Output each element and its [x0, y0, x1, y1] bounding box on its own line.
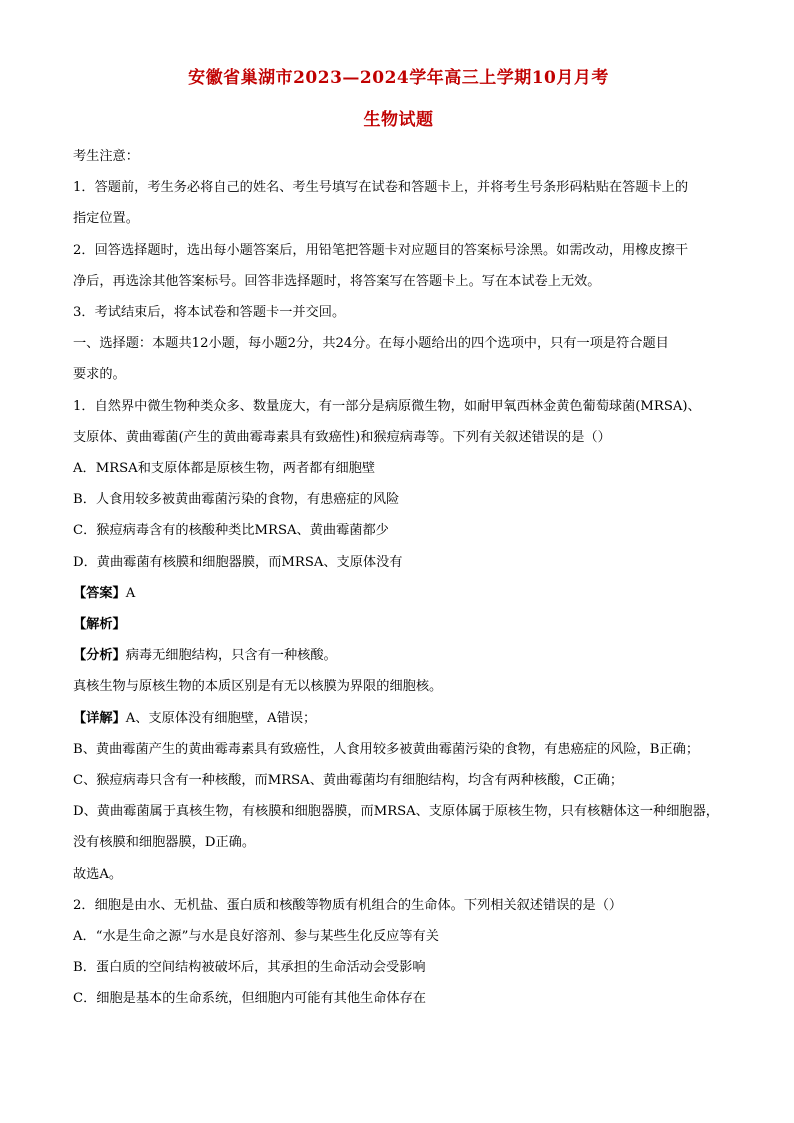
exam-title: 安徽省巢湖市2023—2024学年高三上学期10月月考 — [188, 68, 609, 88]
question-1-option-d: D．黄曲霉菌有核膜和细胞器膜，而MRSA、支原体没有 — [73, 554, 403, 570]
question-2-option-b: B．蛋白质的空间结构被破坏后，其承担的生命活动会受影响 — [73, 960, 426, 976]
detail-c: C、猴痘病毒只含有一种核酸，而MRSA、黄曲霉菌均有细胞结构，均含有两种核酸，C正确； — [73, 773, 624, 789]
detail-tag: 【详解】 — [73, 710, 126, 726]
question-1-stem-line-2: 支原体、黄曲霉菌(产生的黄曲霉毒素具有致癌性)和猴痘病毒等。下列有关叙述错误的是（） — [73, 429, 611, 445]
question-2-option-a: A．“水是生命之源”与水是良好溶剂、参与某些生化反应等有关 — [73, 929, 439, 945]
notice-item-1-line-1: 1．答题前，考生务必将自己的姓名、考生号填写在试卷和答题卡上，并将考生号条形码粘贴在答题卡上的 — [73, 180, 689, 196]
detail-d-line-1: D、黄曲霉菌属于真核生物，有核膜和细胞器膜，而MRSA、支原体属于原核生物，只有核糖体这一种细胞器， — [73, 804, 719, 820]
detail-d-line-2: 没有核膜和细胞器膜，D正确。 — [73, 835, 256, 851]
question-2-option-c: C．细胞是基本的生命系统，但细胞内可能有其他生命体存在 — [73, 991, 426, 1007]
section-heading-line-2: 要求的。 — [73, 367, 126, 383]
notice-item-1-line-2: 指定位置。 — [73, 211, 139, 227]
analysis-line — [73, 609, 724, 640]
conclusion: 故选A。 — [73, 866, 123, 882]
notice-item-2-line-1: 2．回答选择题时，选出每小题答案后，用铅笔把答题卡对应题目的答案标号涂黑。如需改动，用橡皮擦干 — [73, 242, 689, 258]
section-heading-line-1: 一、选择题：本题共12小题，每小题2分，共24分。在每小题给出的四个选项中，只有一项是符合题目 — [73, 336, 669, 352]
question-1-option-c: C．猴痘病毒含有的核酸种类比MRSA、黄曲霉菌都少 — [73, 523, 389, 539]
question-1-option-b: B．人食用较多被黄曲霉菌污染的食物，有患癌症的风险 — [73, 492, 400, 508]
fenxi-text: 病毒无细胞结构，只含有一种核酸。 — [125, 648, 337, 664]
question-2-stem: 2．细胞是由水、无机盐、蛋白质和核酸等物质有机组合的生命体。下列相关叙述错误的是（） — [73, 897, 623, 913]
answer-tag: 【答案】 — [73, 585, 126, 601]
detail-a: A、支原体没有细胞壁，A错误； — [125, 710, 317, 726]
notice-heading: 考生注意： — [73, 149, 139, 164]
question-1-option-a: A．MRSA和支原体都是原核生物，两者都有细胞壁 — [73, 461, 376, 477]
answer-line — [73, 578, 724, 609]
fenxi-line — [73, 640, 724, 671]
analysis-tag: 【解析】 — [73, 617, 126, 633]
notice-item-2-line-2: 净后，再选涂其他答案标号。回答非选择题时，将答案写在答题卡上。写在本试卷上无效。 — [73, 273, 601, 289]
detail-line — [73, 703, 724, 734]
exam-subtitle: 生物试题 — [363, 110, 434, 130]
answer-value: A — [125, 585, 136, 601]
question-1-stem-line-1: 1．自然界中微生物种类众多、数量庞大，有一部分是病原微生物，如耐甲氧西林金黄色葡萄球菌(MRSA)、 — [73, 398, 701, 414]
fenxi-text-line-2: 真核生物与原核生物的本质区别是有无以核膜为界限的细胞核。 — [73, 679, 443, 695]
detail-b: B、黄曲霉菌产生的黄曲霉毒素具有致癌性，人食用较多被黄曲霉菌污染的食物，有患癌症的风险，B正确； — [73, 741, 700, 757]
fenxi-tag: 【分析】 — [73, 648, 126, 664]
notice-item-3: 3．考试结束后，将本试卷和答题卡一并交回。 — [73, 305, 346, 321]
